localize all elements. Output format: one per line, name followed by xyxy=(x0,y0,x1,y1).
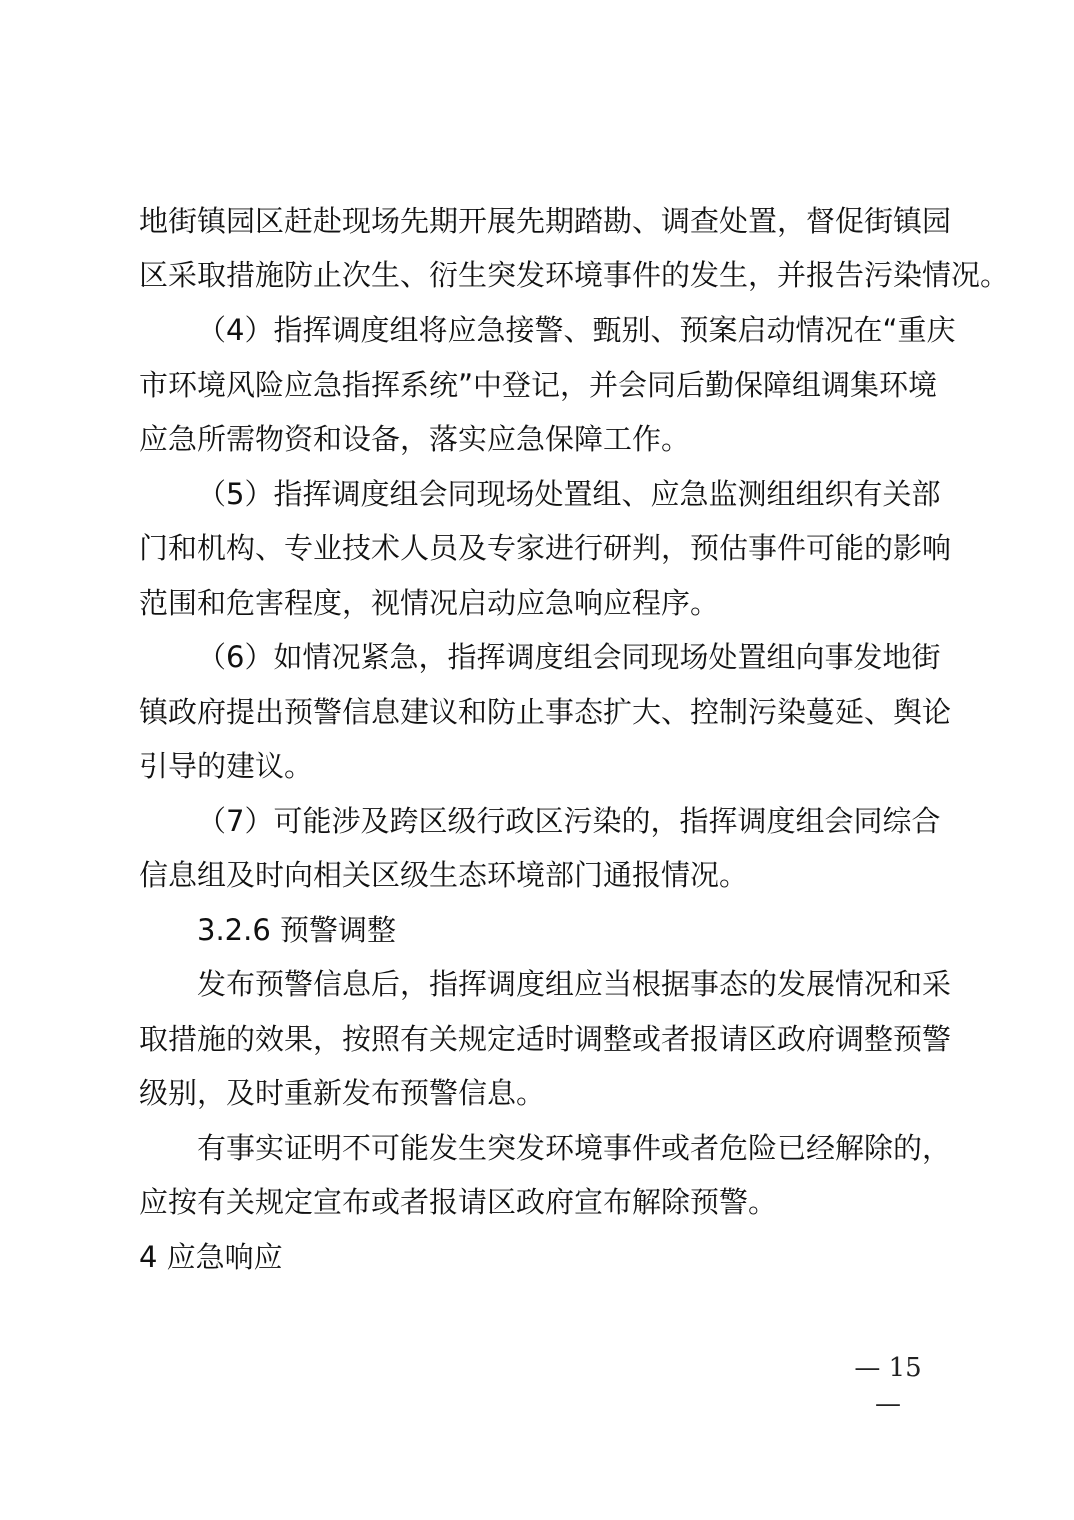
text-line: 引导的建议。 xyxy=(139,749,314,783)
text-line: 发布预警信息后，指挥调度组应当根据事态的发展情况和采 xyxy=(197,967,952,1001)
text-line: 区采取措施防止次生、衍生突发环境事件的发生，并报告污染情况。 xyxy=(139,258,1010,292)
text-line: 市环境风险应急指挥系统”中登记，并会同后勤保障组调集环境 xyxy=(139,368,938,402)
text-line: 级别，及时重新发布预警信息。 xyxy=(139,1076,546,1110)
text-line: （7）可能涉及跨区级行政区污染的，指挥调度组会同综合 xyxy=(197,804,941,838)
text-line: 应急所需物资和设备，落实应急保障工作。 xyxy=(139,422,691,456)
text-line: 应按有关规定宣布或者报请区政府宣布解除预警。 xyxy=(139,1185,778,1219)
text-line: 门和机构、专业技术人员及专家进行研判，预估事件可能的影响 xyxy=(139,531,952,565)
text-line: 镇政府提出预警信息建议和防止事态扩大、控制污染蔓延、舆论 xyxy=(139,695,952,729)
text-line: （5）指挥调度组会同现场处置组、应急监测组组织有关部 xyxy=(197,477,941,511)
text-line: 有事实证明不可能发生突发环境事件或者危险已经解除的， xyxy=(197,1131,952,1165)
text-line: 范围和危害程度，视情况启动应急响应程序。 xyxy=(139,586,720,620)
chapter-heading: 4 应急响应 xyxy=(139,1240,283,1274)
page-number: — 15 — xyxy=(854,1353,922,1419)
section-heading: 3.2.6 预警调整 xyxy=(197,913,397,947)
text-line: 地街镇园区赶赴现场先期开展先期踏勘、调查处置，督促街镇园 xyxy=(139,204,952,238)
text-line: 取措施的效果，按照有关规定适时调整或者报请区政府调整预警 xyxy=(139,1022,952,1056)
text-line: （6）如情况紧急，指挥调度组会同现场处置组向事发地街 xyxy=(197,640,941,674)
text-line: 信息组及时向相关区级生态环境部门通报情况。 xyxy=(139,858,749,892)
text-line: （4）指挥调度组将应急接警、甄别、预案启动情况在“重庆 xyxy=(197,313,956,347)
